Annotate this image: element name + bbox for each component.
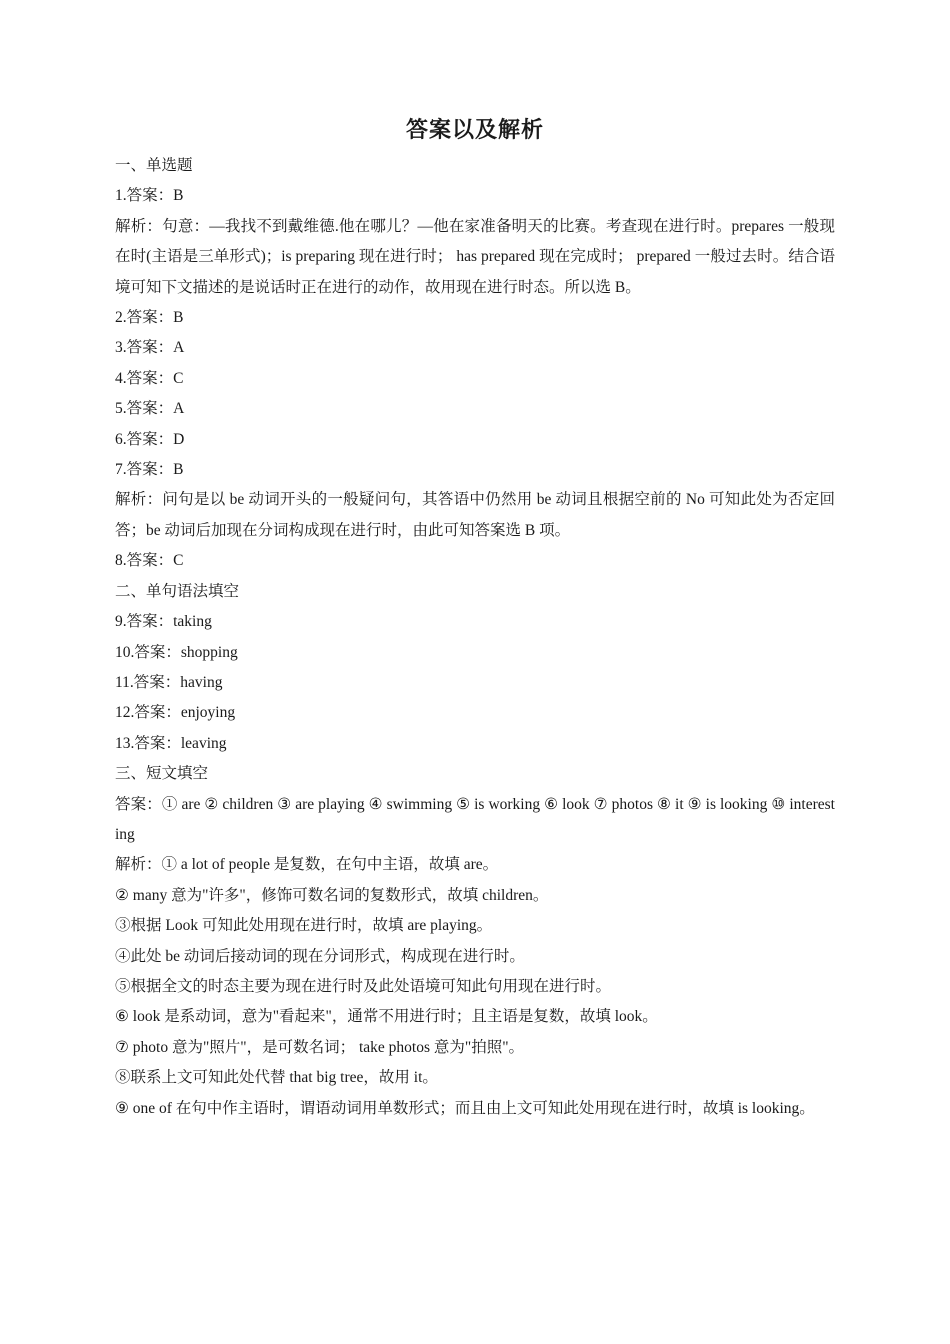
answer-content (115, 151, 835, 1124)
analysis-q7: 解析：问句是以 be 动词开头的一般疑问句，其答语中仍然用 be 动词且根据空前的 No 可知此处为否定回答；be 动词后加现在分词构成现在进行时，由此可知答案选 B 项。 (115, 491, 835, 539)
answer-q4: 4.答案：C (115, 369, 184, 387)
answer-q8: 8.答案：C (115, 552, 184, 570)
answer-q12: 12.答案：enjoying (115, 704, 236, 722)
answer-q9: 9.答案：taking (115, 613, 212, 631)
analysis-item-6: ⑥ look 是系动词，意为"看起来"，通常不用进行时；且主语是复数，故填 look。 (115, 1008, 658, 1026)
analysis-item-8: ⑧联系上文可知此处代替 that big tree，故用 it。 (115, 1069, 438, 1087)
answer-q3: 3.答案：A (115, 339, 185, 357)
analysis-item-3: ③根据 Look 可知此处用现在进行时，故填 are playing。 (115, 917, 493, 935)
answer-q10: 10.答案：shopping (115, 643, 238, 661)
answer-q5: 5.答案：A (115, 400, 185, 418)
analysis-item-4: ④此处 be 动词后接动词的现在分词形式，构成现在进行时。 (115, 947, 525, 965)
analysis-item-2: ② many 意为"许多"，修饰可数名词的复数形式，故填 children。 (115, 886, 549, 904)
answer-q13: 13.答案：leaving (115, 734, 227, 752)
answer-q6: 6.答案：D (115, 430, 185, 448)
answer-passage: 答案：① are ② children ③ are playing ④ swimming ⑤ is working ⑥ look ⑦ photos ⑧ it ⑨ is looking ⑩ interesting (115, 795, 835, 843)
section-heading-grammar-fill: 二、单句语法填空 (115, 582, 240, 600)
analysis-q1: 解析：句意：—我找不到戴维德.他在哪儿？—他在家准备明天的比赛。考查现在进行时。prepares 一般现在时(主语是三单形式)；is preparing 现在进行时； has prepared 现在完成时； prepared 一般过去时。结合语境可知下文描述的是说话时正在进行的动作，故用现在进行时态。所以选 B。 (115, 217, 835, 296)
answer-q2: 2.答案：B (115, 309, 184, 327)
section-heading-single-choice: 一、单选题 (115, 157, 193, 174)
analysis-item-1: 解析：① a lot of people 是复数，在句中主语，故填 are。 (115, 856, 499, 874)
page-title: 答案以及解析 (405, 118, 544, 143)
answer-q7: 7.答案：B (115, 461, 184, 479)
section-heading-passage-fill: 三、短文填空 (115, 765, 209, 783)
answer-q1: 1.答案：B (115, 187, 184, 205)
analysis-item-7: ⑦ photo 意为"照片"，是可数名词； take photos 意为"拍照"。 (115, 1038, 525, 1056)
analysis-item-5: ⑤根据全文的时态主要为现在进行时及此处语境可知此句用现在进行时。 (115, 977, 612, 995)
answer-q11: 11.答案：having (115, 673, 223, 691)
analysis-item-9: ⑨ one of 在句中作主语时，谓语动词用单数形式；而且由上文可知此处用现在进行时，故填 is looking。 (115, 1099, 815, 1117)
